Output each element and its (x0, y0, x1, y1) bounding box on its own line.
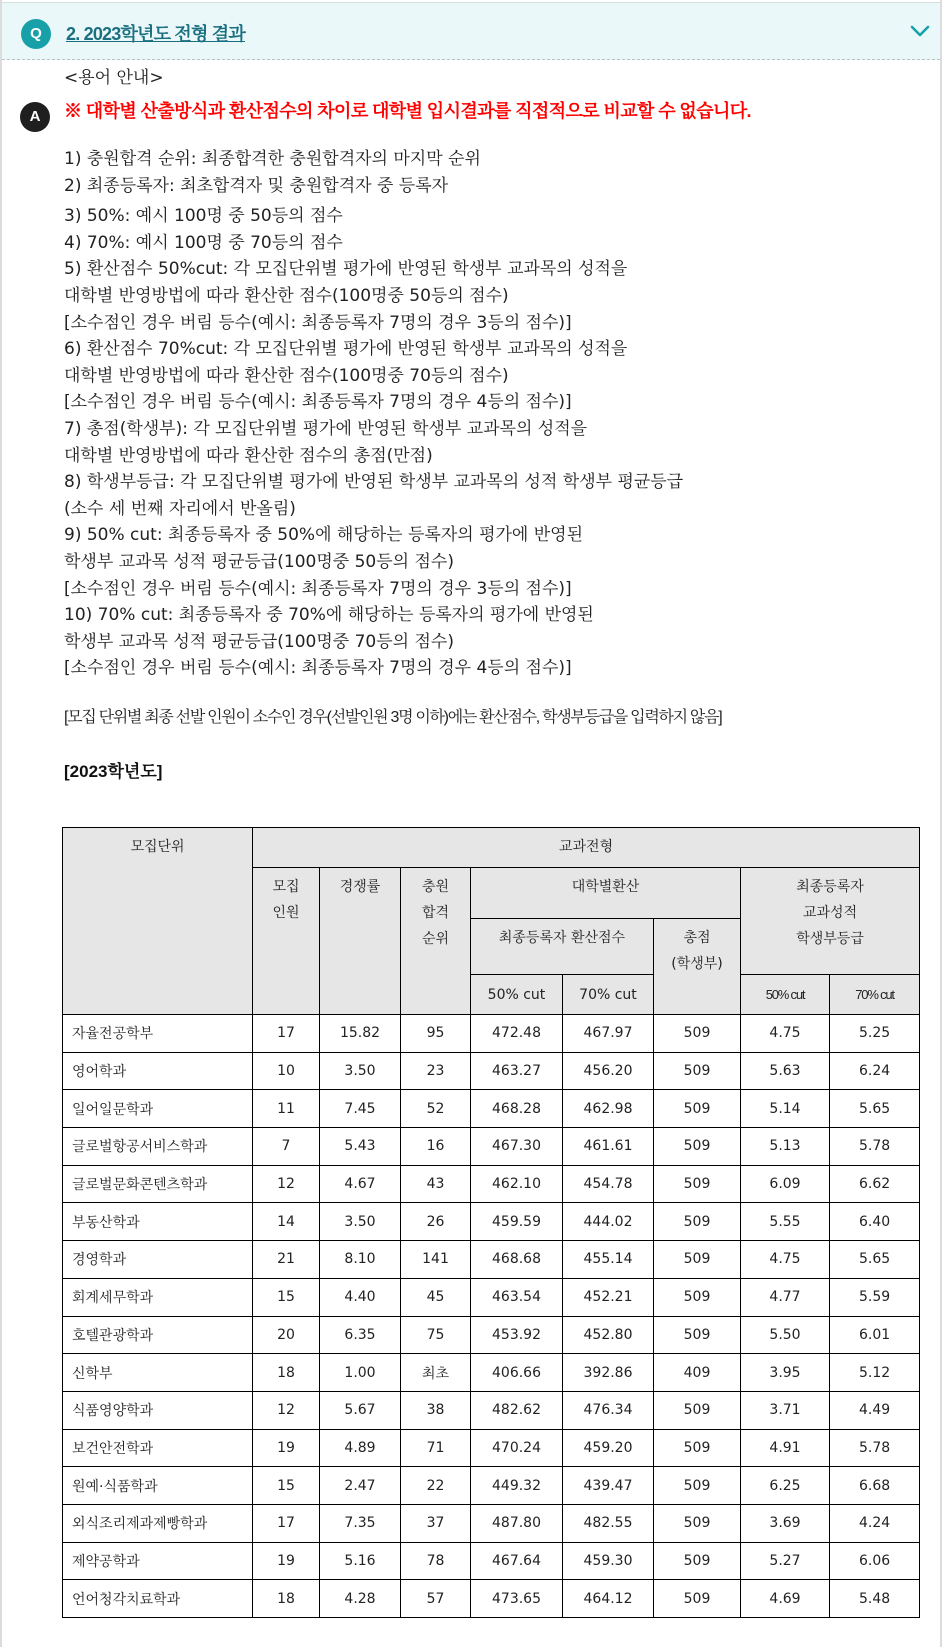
cell-conv70: 462.98 (563, 1090, 654, 1128)
cell-conv70: 439.47 (563, 1467, 654, 1505)
cell-grade70: 4.49 (830, 1391, 920, 1429)
term-line: 8) 학생부등급: 각 모집단위별 평가에 반영된 학생부 교과목의 성적 학생부 평균등급 (64, 472, 684, 493)
cell-quota: 18 (253, 1354, 320, 1392)
cell-quota: 12 (253, 1391, 320, 1429)
term-line: [소수점인 경우 버림 등수(예시: 최종등록자 7명의 경우 4등의 점수)] (64, 658, 572, 679)
cell-waitlist: 57 (401, 1580, 471, 1618)
cell-unit: 회계세무학과 (63, 1278, 253, 1316)
cell-quota: 17 (253, 1504, 320, 1542)
cell-grade70: 5.59 (830, 1278, 920, 1316)
term-line: 9) 50% cut: 최종등록자 중 50%에 해당하는 등록자의 평가에 반영된 (64, 525, 584, 546)
term-line: 4) 70%: 예시 100명 중 70등의 점수 (64, 232, 343, 253)
table-row (63, 1467, 920, 1505)
cell-grade70: 6.06 (830, 1542, 920, 1580)
cell-grade50: 5.14 (741, 1090, 830, 1128)
cell-competition: 1.00 (320, 1354, 401, 1392)
table-row (63, 1278, 920, 1316)
cell-total: 509 (654, 1203, 741, 1241)
cell-competition: 7.45 (320, 1090, 401, 1128)
cell-conv50: 453.92 (471, 1316, 563, 1354)
cell-conv50: 472.48 (471, 1015, 563, 1053)
cell-grade70: 5.78 (830, 1429, 920, 1467)
cell-unit: 글로벌항공서비스학과 (63, 1128, 253, 1166)
cell-quota: 17 (253, 1015, 320, 1053)
cell-grade50: 4.77 (741, 1278, 830, 1316)
cell-grade70: 5.65 (830, 1241, 920, 1279)
cell-grade50: 3.69 (741, 1504, 830, 1542)
cell-grade70: 5.65 (830, 1090, 920, 1128)
cell-conv70: 452.80 (563, 1316, 654, 1354)
cell-waitlist: 26 (401, 1203, 471, 1241)
cell-total: 509 (654, 1429, 741, 1467)
cell-waitlist: 78 (401, 1542, 471, 1580)
cell-conv70: 454.78 (563, 1165, 654, 1203)
cell-conv70: 444.02 (563, 1203, 654, 1241)
cell-unit: 제약공학과 (63, 1542, 253, 1580)
term-line: 6) 환산점수 70%cut: 각 모집단위별 평가에 반영된 학생부 교과목의 성적을 (64, 339, 628, 360)
warning-text: ※ 대학별 산출방식과 환산점수의 차이로 대학별 입시결과를 직접적으로 비교할 수 없습니다. (64, 101, 751, 121)
table-row (63, 1429, 920, 1467)
cell-grade50: 4.75 (741, 1241, 830, 1279)
cell-grade70: 6.40 (830, 1203, 920, 1241)
cell-waitlist: 52 (401, 1090, 471, 1128)
header-grade-70-cut: 70% cut (830, 975, 920, 1015)
cell-conv50: 463.27 (471, 1052, 563, 1090)
cell-grade50: 5.13 (741, 1128, 830, 1166)
table-row (63, 1241, 920, 1279)
cell-conv50: 467.30 (471, 1128, 563, 1166)
cell-unit: 식품영양학과 (63, 1391, 253, 1429)
cell-conv50: 406.66 (471, 1354, 563, 1392)
cell-conv70: 464.12 (563, 1580, 654, 1618)
term-line: 학생부 교과목 성적 평균등급(100명중 50등의 점수) (64, 551, 454, 572)
cell-grade70: 5.78 (830, 1128, 920, 1166)
cell-conv50: 470.24 (471, 1429, 563, 1467)
cell-unit: 신학부 (63, 1354, 253, 1392)
cell-grade70: 5.12 (830, 1354, 920, 1392)
cell-total: 509 (654, 1128, 741, 1166)
header-conv-50-cut: 50% cut (471, 975, 563, 1015)
cell-grade70: 6.24 (830, 1052, 920, 1090)
header-univ-conversion: 대학별환산 (471, 868, 741, 919)
cell-quota: 7 (253, 1128, 320, 1166)
cell-waitlist: 37 (401, 1504, 471, 1542)
cell-competition: 5.43 (320, 1128, 401, 1166)
chevron-down-icon[interactable] (910, 23, 930, 39)
table-row (63, 1090, 920, 1128)
term-line: 2) 최종등록자: 최초합격자 및 충원합격자 중 등록자 (64, 175, 449, 196)
cell-waitlist: 최초 (401, 1354, 471, 1392)
cell-grade50: 4.91 (741, 1429, 830, 1467)
table-row (63, 1542, 920, 1580)
cell-conv50: 449.32 (471, 1467, 563, 1505)
cell-grade70: 6.01 (830, 1316, 920, 1354)
term-line: [소수점인 경우 버림 등수(예시: 최종등록자 7명의 경우 4등의 점수)] (64, 392, 572, 413)
cell-total: 509 (654, 1052, 741, 1090)
cell-quota: 11 (253, 1090, 320, 1128)
cell-quota: 19 (253, 1542, 320, 1580)
cell-grade50: 4.69 (741, 1580, 830, 1618)
cell-total: 509 (654, 1278, 741, 1316)
term-line: (소수 세 번째 자리에서 반올림) (64, 498, 296, 519)
cell-grade50: 5.50 (741, 1316, 830, 1354)
cell-conv50: 467.64 (471, 1542, 563, 1580)
cell-competition: 4.40 (320, 1278, 401, 1316)
cell-conv70: 452.21 (563, 1278, 654, 1316)
table-row (63, 1580, 920, 1618)
cell-conv50: 459.59 (471, 1203, 563, 1241)
cell-conv50: 468.68 (471, 1241, 563, 1279)
answer-content (64, 66, 924, 782)
cell-waitlist: 95 (401, 1015, 471, 1053)
header-total-score: 총점 (학생부) (654, 919, 741, 1015)
header-unit: 모집단위 (63, 828, 253, 1015)
cell-conv70: 461.61 (563, 1128, 654, 1166)
cell-conv70: 467.97 (563, 1015, 654, 1053)
cell-unit: 호텔관광학과 (63, 1316, 253, 1354)
cell-grade50: 5.27 (741, 1542, 830, 1580)
cell-unit: 자율전공학부 (63, 1015, 253, 1053)
cell-grade70: 5.25 (830, 1015, 920, 1053)
term-line: 대학별 반영방법에 따라 환산한 점수(100명중 70등의 점수) (64, 365, 509, 386)
table-row (63, 1128, 920, 1166)
header-conv-70-cut: 70% cut (563, 975, 654, 1015)
cell-quota: 12 (253, 1165, 320, 1203)
admission-results-table (62, 827, 920, 1618)
table-row (63, 1165, 920, 1203)
cell-grade70: 5.48 (830, 1580, 920, 1618)
cell-unit: 보건안전학과 (63, 1429, 253, 1467)
term-line: 1) 충원합격 순위: 최종합격한 충원합격자의 마지막 순위 (64, 149, 481, 169)
guide-title: <용어 안내> (64, 68, 164, 88)
cell-total: 509 (654, 1015, 741, 1053)
cell-grade50: 3.71 (741, 1391, 830, 1429)
term-definitions (64, 146, 924, 682)
cell-waitlist: 141 (401, 1241, 471, 1279)
cell-grade50: 4.75 (741, 1015, 830, 1053)
cell-total: 509 (654, 1467, 741, 1505)
header-competition: 경쟁률 (320, 868, 401, 1015)
header-grade-50-cut: 50% cut (741, 975, 830, 1015)
cell-grade70: 6.62 (830, 1165, 920, 1203)
cell-conv70: 459.20 (563, 1429, 654, 1467)
cell-unit: 경영학과 (63, 1241, 253, 1279)
cell-conv70: 392.86 (563, 1354, 654, 1392)
cell-conv50: 482.62 (471, 1391, 563, 1429)
answer-badge-icon: A (20, 102, 50, 132)
question-title-link[interactable]: 2. 2023학년도 전형 결과 (66, 24, 245, 44)
cell-waitlist: 23 (401, 1052, 471, 1090)
cell-waitlist: 75 (401, 1316, 471, 1354)
cell-unit: 영어학과 (63, 1052, 253, 1090)
cell-competition: 15.82 (320, 1015, 401, 1053)
cell-conv50: 462.10 (471, 1165, 563, 1203)
term-line: 대학별 반영방법에 따라 환산한 점수의 총점(만점) (64, 445, 433, 466)
cell-total: 509 (654, 1316, 741, 1354)
cell-competition: 4.89 (320, 1429, 401, 1467)
cell-unit: 부동산학과 (63, 1203, 253, 1241)
cell-grade50: 6.09 (741, 1165, 830, 1203)
cell-quota: 14 (253, 1203, 320, 1241)
header-track: 교과전형 (253, 828, 920, 868)
cell-total: 509 (654, 1504, 741, 1542)
cell-total: 509 (654, 1241, 741, 1279)
term-line: 대학별 반영방법에 따라 환산한 점수(100명중 50등의 점수) (64, 285, 509, 306)
term-line: [소수점인 경우 버림 등수(예시: 최종등록자 7명의 경우 3등의 점수)] (64, 312, 572, 333)
cell-total: 509 (654, 1165, 741, 1203)
cell-unit: 외식조리제과제빵학과 (63, 1504, 253, 1542)
cell-competition: 4.28 (320, 1580, 401, 1618)
cell-quota: 18 (253, 1580, 320, 1618)
input-note: [모집 단위별 최종 선발 인원이 소수인 경우(선발인원 3명 이하)에는 환산점수, 학생부등급을 입력하지 않음] (64, 708, 722, 726)
cell-quota: 15 (253, 1467, 320, 1505)
header-waitlist-rank: 충원 합격 순위 (401, 868, 471, 1015)
header-quota: 모집 인원 (253, 868, 320, 1015)
cell-grade50: 5.63 (741, 1052, 830, 1090)
term-line: 3) 50%: 예시 100명 중 50등의 점수 (64, 206, 343, 227)
cell-competition: 3.50 (320, 1052, 401, 1090)
term-line: 5) 환산점수 50%cut: 각 모집단위별 평가에 반영된 학생부 교과목의 성적을 (64, 259, 628, 280)
cell-waitlist: 16 (401, 1128, 471, 1166)
cell-conv70: 476.34 (563, 1391, 654, 1429)
cell-grade70: 4.24 (830, 1504, 920, 1542)
cell-waitlist: 71 (401, 1429, 471, 1467)
cell-total: 509 (654, 1580, 741, 1618)
cell-competition: 5.67 (320, 1391, 401, 1429)
cell-quota: 20 (253, 1316, 320, 1354)
question-badge-icon: Q (21, 19, 51, 49)
header-final-grade: 최종등록자 교과성적 학생부등급 (741, 868, 920, 975)
cell-total: 509 (654, 1090, 741, 1128)
cell-conv70: 459.30 (563, 1542, 654, 1580)
table-row (63, 1052, 920, 1090)
header-conversion-score: 최종등록자 환산점수 (471, 919, 654, 975)
cell-total: 409 (654, 1354, 741, 1392)
table-row (63, 1203, 920, 1241)
faq-question-bar[interactable] (2, 2, 940, 60)
table-row (63, 1354, 920, 1392)
cell-quota: 19 (253, 1429, 320, 1467)
cell-quota: 15 (253, 1278, 320, 1316)
cell-conv70: 482.55 (563, 1504, 654, 1542)
cell-conv50: 463.54 (471, 1278, 563, 1316)
cell-grade50: 5.55 (741, 1203, 830, 1241)
cell-unit: 일어일문학과 (63, 1090, 253, 1128)
cell-waitlist: 38 (401, 1391, 471, 1429)
term-line: [소수점인 경우 버림 등수(예시: 최종등록자 7명의 경우 3등의 점수)] (64, 578, 572, 599)
term-line: 10) 70% cut: 최종등록자 중 70%에 해당하는 등록자의 평가에 반영된 (64, 605, 594, 626)
cell-competition: 4.67 (320, 1165, 401, 1203)
cell-competition: 7.35 (320, 1504, 401, 1542)
cell-competition: 8.10 (320, 1241, 401, 1279)
cell-waitlist: 22 (401, 1467, 471, 1505)
term-line: 7) 총점(학생부): 각 모집단위별 평가에 반영된 학생부 교과목의 성적을 (64, 418, 588, 439)
year-heading: [2023학년도] (64, 761, 163, 781)
cell-grade50: 3.95 (741, 1354, 830, 1392)
cell-conv50: 473.65 (471, 1580, 563, 1618)
table-row (63, 1391, 920, 1429)
cell-total: 509 (654, 1391, 741, 1429)
cell-unit: 언어청각치료학과 (63, 1580, 253, 1618)
cell-conv50: 487.80 (471, 1504, 563, 1542)
cell-conv70: 455.14 (563, 1241, 654, 1279)
cell-grade70: 6.68 (830, 1467, 920, 1505)
cell-quota: 10 (253, 1052, 320, 1090)
term-line: 학생부 교과목 성적 평균등급(100명중 70등의 점수) (64, 631, 454, 652)
cell-conv50: 468.28 (471, 1090, 563, 1128)
table-row (63, 1015, 920, 1053)
table-row (63, 1316, 920, 1354)
cell-unit: 원예·식품학과 (63, 1467, 253, 1505)
cell-total: 509 (654, 1542, 741, 1580)
cell-competition: 6.35 (320, 1316, 401, 1354)
cell-waitlist: 45 (401, 1278, 471, 1316)
cell-quota: 21 (253, 1241, 320, 1279)
cell-conv70: 456.20 (563, 1052, 654, 1090)
cell-grade50: 6.25 (741, 1467, 830, 1505)
cell-waitlist: 43 (401, 1165, 471, 1203)
table-row (63, 1504, 920, 1542)
cell-unit: 글로벌문화콘텐츠학과 (63, 1165, 253, 1203)
cell-competition: 3.50 (320, 1203, 401, 1241)
cell-competition: 2.47 (320, 1467, 401, 1505)
cell-competition: 5.16 (320, 1542, 401, 1580)
